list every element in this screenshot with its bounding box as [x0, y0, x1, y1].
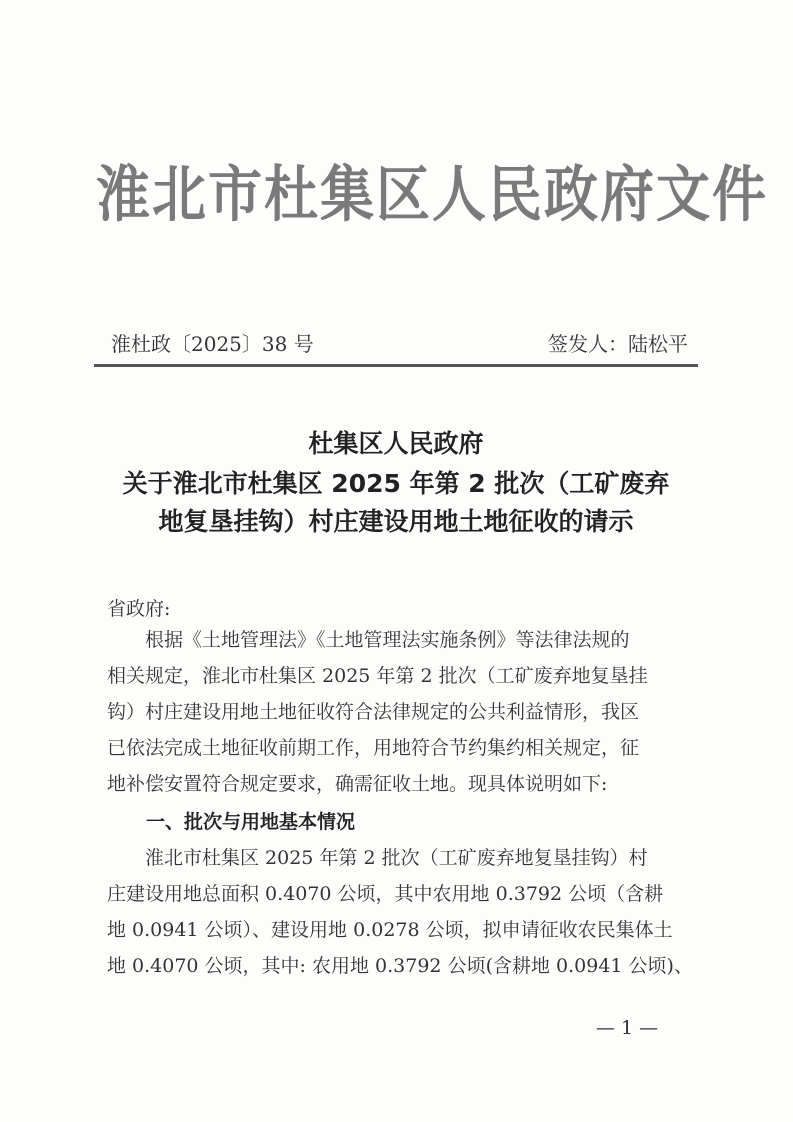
text-line: 钩）村庄建设用地土地征收符合法律规定的公共利益情形，我区: [107, 701, 640, 723]
salutation: 省政府:: [107, 598, 171, 620]
title-line: 关于淮北市杜集区 2025 年第 2 批次（工矿废弃: [122, 469, 670, 498]
signer: 签发人：陆松平: [548, 332, 688, 356]
title-line: 杜集区人民政府: [308, 429, 484, 458]
text-line: 根据《土地管理法》《土地管理法实施条例》等法律法规的: [107, 629, 630, 651]
text-line: 地 0.0941 公顷）、建设用地 0.0278 公顷，拟申请征收农民集体土: [107, 919, 673, 941]
text-line: 地补偿安置符合规定要求，确需征收土地。现具体说明如下:: [107, 773, 608, 795]
header-divider: [94, 364, 698, 367]
issuer-header: 淮北市杜集区人民政府文件: [96, 159, 768, 230]
document-number: 淮杜政〔2025〕38 号: [111, 332, 314, 356]
page-number: — 1 —: [596, 1017, 659, 1039]
section-heading: 一、批次与用地基本情况: [146, 811, 356, 833]
body-paragraph: [107, 840, 693, 984]
document-title: [96, 425, 696, 541]
text-line: 淮北市杜集区 2025 年第 2 批次（工矿废弃地复垦挂钩）村: [107, 847, 648, 869]
title-line: 地复垦挂钩）村庄建设用地土地征收的请示: [158, 507, 634, 536]
text-line: 相关规定，淮北市杜集区 2025 年第 2 批次（工矿废弃地复垦挂: [107, 665, 648, 687]
text-line: 已依法完成土地征收前期工作，用地符合节约集约相关规定，征: [107, 737, 640, 759]
text-line: 庄建设用地总面积 0.4070 公顷，其中农用地 0.3792 公顷（含耕: [107, 883, 664, 905]
text-line: 地 0.4070 公顷，其中: 农用地 0.3792 公顷(含耕地 0.0941 公顷)、: [107, 955, 693, 977]
body-paragraph: [107, 622, 687, 802]
